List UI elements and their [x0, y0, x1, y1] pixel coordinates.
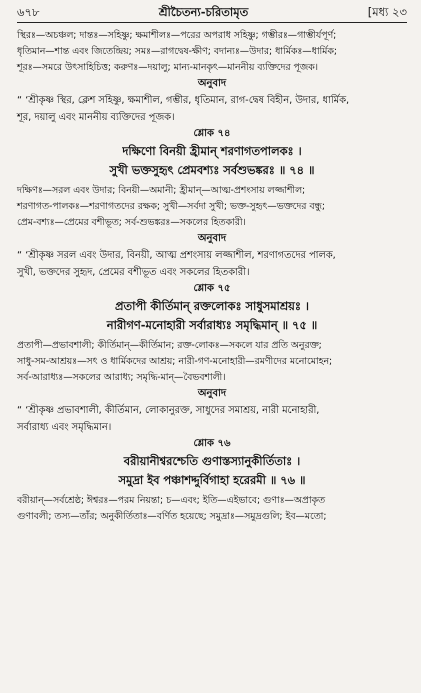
text-line: শূর, দয়ালু এবং মাননীয় ব্যক্তিদের পূজক।	[17, 112, 175, 123]
word-meaning-paragraph	[17, 28, 407, 76]
text-line: সুখী, ভক্তদের সুহৃদ, প্রেমের বশীভূত এবং সকলের হিতকারী।	[17, 267, 250, 278]
text-line: নারীগণ-মনোহারী সর্বারাধ্যঃ সমৃদ্ধিমান্ ॥ ৭৫ ॥	[106, 318, 318, 332]
text-line: ধৃতিমান—শান্ত এবং জিতেন্দ্রিয়; সমঃ—রাগদ্বেষ-ক্ষীণ; বদান্যঃ—উদার; ধার্মিকঃ—ধার্মিক;	[17, 46, 337, 57]
text-line: “ ‘শ্রীকৃষ্ণ স্থির, ক্লেশ সহিষ্ণু, ক্ষমাশীল, গম্ভীর, ধৃতিমান, রাগ-দ্বেষ বিহীন, উদার, ধার্মিক,	[17, 95, 350, 106]
translation-paragraph	[17, 247, 407, 281]
chapter-section: [মধ্য ২৩	[367, 5, 407, 19]
text-line: বরীয়ানীশ্বরশ্চেতি গুণাস্তস্যানুকীর্তিতাঃ ।	[123, 454, 301, 468]
page-number: ৬৭৮	[17, 5, 40, 19]
text-line: সমুদ্রা ইব পঞ্চাশদ্দুর্বিগাহা হরেরমী ॥ ৭৬ ॥	[118, 473, 306, 487]
text-line: স্থিরঃ—অচঞ্চল; দান্তঃ—সহিষ্ণু; ক্ষমাশীলঃ—পরের অপরাধ সহিষ্ণু; গম্ভীরঃ—গাম্ভীর্যপূর্ণ;	[17, 30, 337, 41]
section-heading: শ্লোক ৭৫	[193, 283, 231, 294]
word-meaning-paragraph	[17, 338, 407, 386]
text-line: বরীয়ান্—সর্বশ্রেষ্ঠ; ঈশ্বরঃ—পরম নিয়ন্তা; চ—এবং; ইতি—এইভাবে; গুণাঃ—অপ্রাকৃত	[17, 495, 326, 506]
verse-block	[17, 297, 407, 335]
text-line: দক্ষিণো বিনয়ী হ্রীমান্ শরণাগতপালকঃ ।	[122, 144, 302, 158]
section-heading: অনুবাদ	[197, 388, 227, 399]
word-meaning-paragraph	[17, 183, 407, 231]
text-line: প্রেম-বশ্যঃ—প্রেমের বশীভূত; সর্ব-শুভঙ্করঃ—সকলের হিতকারী।	[17, 217, 246, 228]
section-heading: শ্লোক ৭৬	[193, 438, 231, 449]
book-title: শ্রীচৈতন্য-চরিতামৃত	[158, 5, 249, 19]
text-line: সর্ব-আরাধ্যঃ—সকলের আরাধ্য; সমৃদ্ধি-মান্—বৈভবশালী।	[17, 372, 226, 383]
section-heading: অনুবাদ	[197, 233, 227, 244]
text-line: প্রতাপী—প্রভাবশালী; কীর্তিমান্—কীর্তিমান; রক্ত-লোকঃ—সকলে যার প্রতি অনুরক্ত;	[17, 340, 322, 351]
section-heading: অনুবাদ	[197, 78, 227, 89]
text-line: গুণাবলী; তস্য—তাঁর; অনুকীর্তিতাঃ—বর্ণিত হয়েছে; সমুদ্রাঃ—সমুদ্রগুলি; ইব—মতো;	[17, 511, 327, 522]
text-line: “ ‘শ্রীকৃষ্ণ সরল এবং উদার, বিনয়ী, আত্ম প্রশংসায় লজ্জাশীল, শরণাগতদের পালক,	[17, 250, 336, 261]
running-header	[17, 4, 407, 21]
text-line: শূরঃ—সমরে উৎসাহিচিত্ত; করুণঃ—দয়ালু; মান্য-মানকৃৎ—মাননীয় ব্যক্তিদের পূজক।	[17, 62, 318, 73]
text-line: দক্ষিণঃ—সরল এবং উদার; বিনয়ী—অমানী; হ্রীমান্—আত্ম-প্রশংসায় লজ্জাশীল;	[17, 185, 306, 196]
verse-block	[17, 452, 407, 490]
verse-block	[17, 142, 407, 180]
translation-paragraph	[17, 92, 407, 126]
section-heading: শ্লোক ৭৪	[193, 128, 231, 139]
text-line: সাধু-সম-আশ্রয়ঃ—সৎ ও ধার্মিকদের আশ্রয়; নারী-গণ-মনোহারী—রমণীদের মনোমোহন;	[17, 356, 333, 367]
word-meaning-paragraph	[17, 493, 407, 525]
text-line: সর্বারাধ্য এবং সমৃদ্ধিমান।	[17, 422, 112, 433]
translation-paragraph	[17, 402, 407, 436]
page-content	[17, 28, 407, 525]
text-line: সুখী ভক্তসুহৃৎ প্রেমবশ্যঃ সর্বশুভঙ্করঃ ॥ ৭৪ ॥	[109, 163, 315, 177]
text-line: শরণাগত-পালকঃ—শরণাগতদের রক্ষক; সুখী—সর্বদা সুখী; ভক্ত-সুহৃৎ—ভক্তদের বন্ধু;	[17, 201, 326, 212]
text-line: প্রতাপী কীর্তিমান্ রক্তলোকঃ সাধুসমাশ্রয়ঃ ।	[115, 299, 309, 313]
text-line: “ ‘শ্রীকৃষ্ণ প্রভাবশালী, কীর্তিমান, লোকানুরক্ত, সাধুদের সমাশ্রয়, নারী মনোহারী,	[17, 405, 320, 416]
